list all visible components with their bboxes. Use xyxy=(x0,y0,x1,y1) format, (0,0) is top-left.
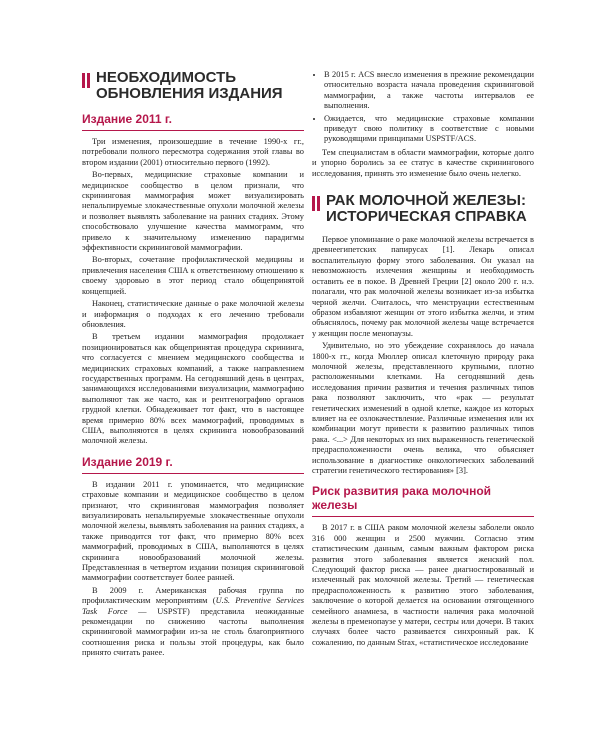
paragraph: Три изменения, произошедшие в течение 1990-х гг., потребовали полного пересмотра содержания этой главы во втором издании (2001) относительно первого (1992). xyxy=(82,137,304,167)
text-run: — USPSTF) представила неожиданные рекомендации по снижению частоты выполнения скрининговой маммографии из-за не столь благоприятного соотношения риска и пользы этой процедуры, как было принято считать ранее. xyxy=(82,606,304,658)
left-column xyxy=(82,70,304,661)
right-column xyxy=(312,70,534,650)
paragraph: Тем специалистам в области маммографии, которые долго и упорно боролись за ее статус в качестве скринингового исследования, принять это изменение было очень нелегко. xyxy=(312,147,534,178)
paragraph: В издании 2011 г. упоминается, что медицинские страховые компании и медицинское сообщество в целом признают, что скрининговая маммография позволяет визуализировать непальпируемые злокачественные опухоли молочной железы, выявлять заболевания на ранних стадиях, а также приводится тот факт, что примерно 80% всех маммографий, проводимых в США, выполняются в целях скрининга новообразований молочной железы. Представленная в четвертом издании позиция скрининговой маммографии соответствует более ранней. xyxy=(82,479,304,583)
section-marker-icon xyxy=(82,73,90,88)
list-item: • Ожидается, что медицинские страховые компании приведут свою политику в соответствие с новыми руководящими принципами USPSTF/ACS. xyxy=(324,114,534,145)
subheading-rule xyxy=(312,516,534,517)
section-marker-icon xyxy=(312,196,320,211)
paragraph: Наконец, статистические данные о раке молочной железы и информация о подходах к его лечению требовали обновления. xyxy=(82,299,304,329)
section-title: НЕОБХОДИМОСТЬ ОБНОВЛЕНИЯ ИЗДАНИЯ xyxy=(96,69,283,102)
list-item: • В 2015 г. ACS внесло изменения в прежние рекомендации относительно возраста начала проведения скрининговой маммографии, а также частоты интервалов ее выполнения. xyxy=(324,70,534,112)
subheading-rule xyxy=(82,130,304,131)
paragraph: Во-вторых, сочетание профилактической медицины и привлечения населения США к ответственному отношению к своему здоровью в этот период стало общепринятой концепцией. xyxy=(82,255,304,296)
bullet-list xyxy=(312,70,534,145)
subheading-risk: Риск развития рака молочной железы xyxy=(312,484,492,513)
subheading-2019: Издание 2019 г. xyxy=(82,454,173,469)
italic-term: U.S. Preventive Services Task Force xyxy=(82,596,304,616)
paragraph: В 2017 г. в США раком молочной железы заболели около 316 000 женщин и 2500 мужчин. Согласно этим статистическим данным, самым важным фактором риска развития этого заболевания является женский пол. Следующий фактор риска — ранее диагностированный и излеченный рак молочной железы. Третий — генетическая предрасположенность к развитию этого заболевания, заключение о которой делается на основании отягощенного семейного анамнеза, в частности наличия рака молочной железы в пременопаузе у матери, сестры или дочери. В таких случаях более часто развивается синхронный рак. К сожалению, по данным Strax, «статистическое исследование xyxy=(312,523,534,647)
subheading-rule xyxy=(82,473,304,474)
paragraph: Удивительно, но это убеждение сохранялось до начала 1800-х гг., когда Мюллер описал клеточную природу рака молочной железы, представленного крупными, плотно расположенными клетками. На сегодняшний день исследования причин развития и течения различных типов рака позволяют заключить, что «рак — результат генетических изменений в одной клетке, каждое из которых влияет на ее озлокачествление. Различные изменения или их комбинации могут привести к развитию различных типов рака. <...> Для некоторых из них выраженность генетической предрасположенности очень велика, что объясняет использование в диагностике онкологических заболеваний стратегии генетического тестирования» [3]. xyxy=(312,341,534,475)
subheading-2011: Издание 2011 г. xyxy=(82,112,173,126)
section-title: РАК МОЛОЧНОЙ ЖЕЛЕЗЫ: ИСТОРИЧЕСКАЯ СПРАВКА xyxy=(326,192,527,226)
section-heading-update xyxy=(82,70,304,102)
paragraph: Первое упоминание о раке молочной железы встречается в древнеегипетских папирусах [1]. Лекарь описал воспалительную форму этого заболевания. Он указал на невозможность излечения женщины и необходимость оставить ее в покое. В Древней Греции [2] около 200 г. н.э. полагали, что рак молочной железы возникает из-за избытка черной желчи. Считалось, что менструации естественным образом избавляют женщин от этого избытка желчи, и этим объяснялось, почему рак молочной железы чаще встречается у женщин после менопаузы. xyxy=(312,235,534,338)
text-run: В 2009 г. Американская рабочая группа по профилактическим мероприятиям ( xyxy=(82,585,304,606)
section-heading-history xyxy=(312,193,534,225)
paragraph: В третьем издании маммография продолжает позиционироваться как общепринятая процедура скрининга, что согласуется с мнением медицинского сообщества и медицинских страховых компаний, а также направлением государственных программ. На сегодняшний день в центрах, занимающихся исследованиями визуализации, маммографию выполняют так же часто, как и рентгенографию органов грудной клетки. Обнадеживает тот факт, что в настоящее время примерно 80% всех маммографий, проводимых в США, выполняются в целях скрининга новообразований молочной железы. xyxy=(82,332,304,446)
paragraph: Во-первых, медицинские страховые компании и медицинское сообщество в целом признали, что скрининговая маммография может визуализировать непальпируемые злокачественные опухоли молочной железы и позволяет выявлять заболевание на ранних стадиях. Этому способствовало улучшение качества маммограмм, что привело к значительному изменению парадигмы эффективности скрининговой маммографии. xyxy=(82,170,304,253)
paragraph-uspstf xyxy=(82,586,304,659)
